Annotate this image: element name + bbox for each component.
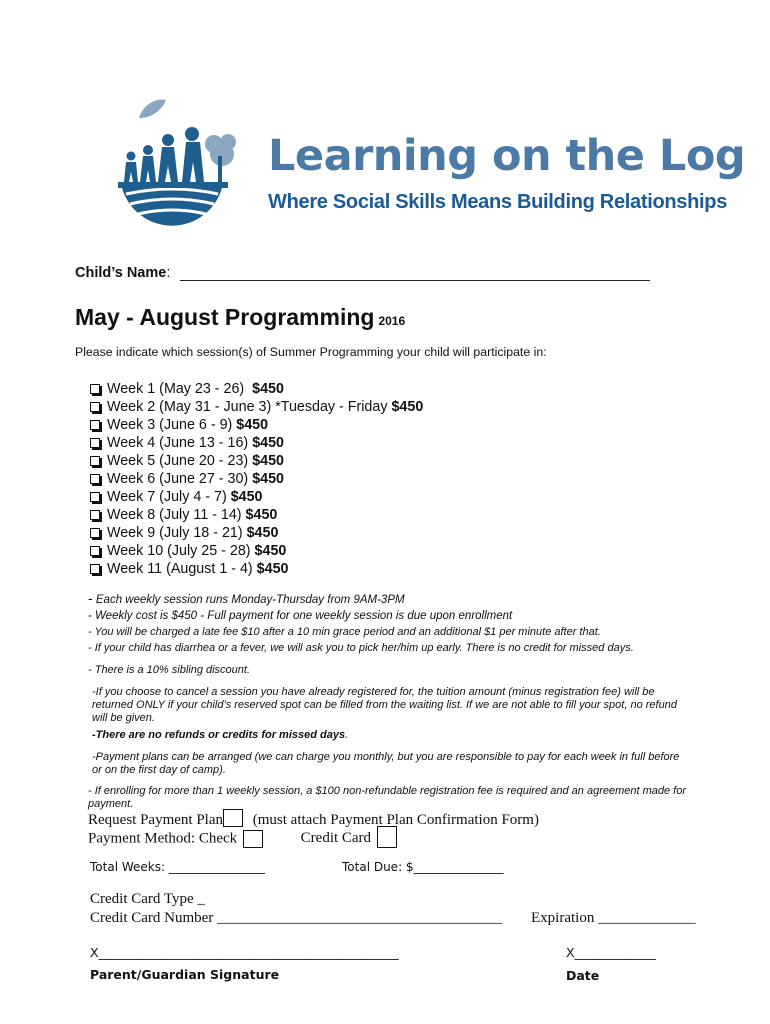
checkbox-icon[interactable]: [90, 528, 100, 538]
week-option[interactable]: [90, 560, 423, 578]
title-year: 2016: [378, 314, 406, 328]
week-option[interactable]: [90, 416, 423, 434]
week-price: $450: [256, 561, 289, 577]
payment-plan-label: Request Payment Plan: [88, 812, 223, 828]
checkbox-icon[interactable]: [90, 402, 100, 412]
child-name-field[interactable]: [180, 266, 650, 281]
child-name-colon: :: [166, 265, 171, 281]
week-list: [90, 380, 423, 578]
week-price: $450: [245, 507, 278, 523]
total-due[interactable]: Total Due: $_______________: [342, 860, 504, 874]
week-label: Week 6 (June 27 - 30): [107, 471, 249, 487]
note-item: - You will be charged a late fee $10 after a 10 min grace period and an additional $1 per minute after that.: [88, 626, 601, 638]
instructions: Please indicate which session(s) of Summer Programming your child will participate in:: [75, 345, 547, 359]
total-weeks[interactable]: Total Weeks: ________________: [90, 860, 265, 874]
expiration-field[interactable]: Expiration _____________: [531, 910, 696, 926]
page-title: [75, 304, 405, 331]
payment-plan-checkbox[interactable]: [223, 809, 243, 827]
week-label: Week 3 (June 6 - 9): [107, 417, 233, 433]
payment-method-row: [88, 830, 397, 848]
card-type-field[interactable]: Credit Card Type _: [90, 891, 205, 907]
week-price: $450: [252, 471, 284, 487]
week-option[interactable]: [90, 380, 423, 398]
week-label: Week 1 (May 23 - 26): [107, 381, 245, 397]
brand-tagline: Where Social Skills Means Building Relationships: [268, 191, 728, 213]
checkbox-icon[interactable]: [90, 564, 100, 574]
week-price: $450: [252, 453, 284, 469]
note-item: - Each weekly session runs Monday-Thursday from 9AM-3PM: [88, 590, 405, 606]
logo-graphic: [104, 96, 244, 236]
week-label: Week 9 (July 18 - 21): [107, 525, 243, 541]
week-option[interactable]: [90, 542, 423, 560]
week-option[interactable]: [90, 398, 423, 416]
credit-card-checkbox[interactable]: [377, 826, 397, 848]
week-price: $450: [236, 417, 269, 433]
credit-card-label: Credit Card: [300, 830, 372, 847]
note-text: -There are no refunds or credits for missed days: [92, 729, 346, 741]
week-option[interactable]: [90, 488, 423, 506]
note-item: - Weekly cost is $450 - Full payment for one weekly session is due upon enrollment: [88, 610, 513, 622]
checkbox-icon[interactable]: [90, 420, 100, 430]
week-label: Week 11 (August 1 - 4): [107, 561, 253, 577]
week-option[interactable]: [90, 524, 423, 542]
week-price: $450: [252, 435, 284, 451]
week-option[interactable]: [90, 452, 423, 470]
week-price: $450: [246, 525, 279, 541]
week-label: Week 7 (July 4 - 7): [107, 489, 227, 505]
date-line[interactable]: X_____________: [566, 945, 656, 960]
week-option[interactable]: [90, 434, 423, 452]
check-checkbox[interactable]: [243, 830, 263, 848]
date-label: Date: [566, 968, 600, 983]
week-price: $450: [391, 399, 424, 415]
checkbox-icon[interactable]: [90, 474, 100, 484]
payment-plan-note: (must attach Payment Plan Confirmation Form): [252, 812, 539, 828]
week-price: $450: [252, 381, 284, 397]
week-label: Week 8 (July 11 - 14): [107, 507, 242, 523]
note-item: - If your child has diarrhea or a fever, we will ask you to pick her/him up early. There is no credit for missed days.: [88, 642, 634, 654]
note-item: -Payment plans can be arranged (we can charge you monthly, but you are responsible to pay for each week in full before or on the first day of camp).: [92, 751, 680, 776]
week-price: $450: [230, 489, 263, 505]
note-item: - If enrolling for more than 1 weekly session, a $100 non-refundable registration fee is required and an agreement made for payment.: [88, 785, 687, 810]
card-number-field[interactable]: Credit Card Number ______________________________________: [90, 910, 503, 926]
checkbox-icon[interactable]: [90, 546, 100, 556]
checkbox-icon[interactable]: [90, 492, 100, 502]
program-notes: [88, 592, 688, 811]
note-item: - There is a 10% sibling discount.: [88, 664, 251, 676]
week-label: Week 4 (June 13 - 16): [107, 435, 249, 451]
title-text: May - August Programming: [75, 304, 375, 330]
checkbox-icon[interactable]: [90, 456, 100, 466]
note-item: -If you choose to cancel a session you have already registered for, the tuition amount (minus registration fee) will be returned ONLY if your child’s reserved spot can be filled from the waiting list. If we are not able to fill your spot, no refund will be given.: [92, 686, 677, 724]
week-label: Week 2 (May 31 - June 3) *Tuesday - Friday: [107, 399, 388, 415]
child-name-row: [75, 265, 650, 281]
week-label: Week 10 (July 25 - 28): [107, 543, 251, 559]
payment-plan-row: [88, 812, 539, 829]
signature-line[interactable]: X________________________________________________: [90, 945, 399, 960]
week-price: $450: [254, 543, 287, 559]
signature-label: Parent/Guardian Signature: [90, 967, 280, 982]
week-option[interactable]: [90, 470, 423, 488]
note-item: -There are no refunds or credits for missed days.: [92, 729, 349, 741]
checkbox-icon[interactable]: [90, 510, 100, 520]
brand-name: Learning on the Log: [268, 131, 746, 181]
checkbox-icon[interactable]: [90, 438, 100, 448]
note-text: Each weekly session runs Monday-Thursday from 9AM-3PM: [95, 594, 405, 606]
child-name-label: Child’s Name: [75, 265, 167, 281]
payment-method-label: Payment Method: Check: [88, 830, 238, 847]
week-label: Week 5 (June 20 - 23): [107, 453, 249, 469]
checkbox-icon[interactable]: [90, 384, 100, 394]
week-option[interactable]: [90, 506, 423, 524]
